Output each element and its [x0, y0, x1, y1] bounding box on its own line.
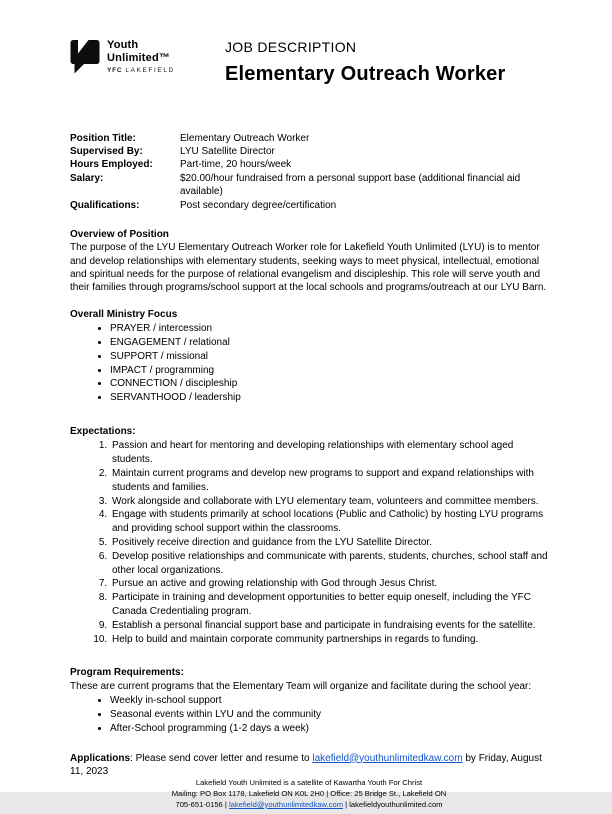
expectations-section — [70, 425, 548, 646]
list-item: 2. Maintain current programs and develop new programs to support and expand relationships with students and families. — [110, 467, 548, 495]
detail-row-supervised-by — [70, 145, 548, 158]
program-requirements-section — [70, 666, 548, 735]
document-footer — [70, 778, 548, 814]
detail-label: Supervised By: — [70, 145, 143, 157]
doc-type-label: JOB DESCRIPTION — [225, 39, 357, 55]
detail-value: Part-time, 20 hours/week — [180, 159, 292, 171]
page-title: Elementary Outreach Worker — [225, 62, 506, 85]
ministry-focus-list — [70, 322, 548, 405]
sub-brand-yfc: YFC — [107, 67, 123, 75]
list-item: 4. Engage with students primarily at school locations (Public and Catholic) by hosting LYU programs and providing school support within the classrooms. — [110, 508, 548, 536]
sub-brand-location: LAKEFIELD — [125, 67, 175, 75]
overview-heading: Overview of Position — [70, 228, 169, 240]
list-item: 3. Work alongside and collaborate with LYU elementary team, volunteers and committee members. — [110, 495, 548, 509]
list-item: • Weekly in-school support — [110, 694, 548, 708]
list-item: • IMPACT / programming — [110, 364, 548, 378]
ministry-focus-section — [70, 308, 548, 405]
position-details — [70, 132, 548, 212]
detail-label: Hours Employed: — [70, 159, 153, 171]
detail-label: Qualifications: — [70, 199, 140, 211]
list-item: 7. Pursue an active and growing relationship with God through Jesus Christ. — [110, 577, 548, 591]
list-item: 8. Participate in training and development opportunities to better equip oneself, including the YFC Canada Credentialing program. — [110, 591, 548, 619]
brand-name-line2: Unlimited™ — [107, 51, 171, 64]
applications-text-after: by Friday, August 11, 2023 — [70, 752, 542, 777]
footer-website: | lakefieldyouthunlimited.com — [343, 799, 443, 809]
sub-brand — [107, 67, 175, 76]
overview-section — [70, 228, 548, 295]
expectations-heading: Expectations: — [70, 426, 136, 438]
list-item: 1. Passion and heart for mentoring and developing relationships with elementary school aged students. — [110, 439, 548, 467]
brand-name-line1: Youth — [107, 39, 139, 51]
speech-bubble-logo-icon — [70, 39, 100, 79]
list-item: • ENGAGEMENT / relational — [110, 336, 548, 350]
detail-row-hours-employed — [70, 158, 548, 171]
document-header — [70, 35, 548, 88]
youth-unlimited-logo — [70, 35, 215, 79]
ministry-focus-heading: Overall Ministry Focus — [70, 308, 178, 320]
detail-row-position-title — [70, 132, 548, 145]
detail-value: $20.00/hour fundraised from a personal support base (additional financial aid available) — [180, 172, 521, 198]
logo-wordmark — [107, 39, 175, 79]
applications-line — [70, 752, 548, 779]
detail-value: Elementary Outreach Worker — [180, 132, 310, 144]
footer-line-satellite: Lakefield Youth Unlimited is a satellite of Kawartha Youth For Christ — [195, 778, 423, 788]
footer-phone: 705-651-0156 | — [175, 799, 229, 809]
detail-row-qualifications — [70, 199, 548, 212]
applications-label: Applications — [70, 752, 131, 764]
program-requirements-intro: These are current programs that the Elementary Team will organize and facilitate during the school year: — [70, 680, 532, 692]
footer-line-address: Mailing: PO Box 1178, Lakefield ON K0L 2H0 | Office: 25 Bridge St., Lakefield ON — [171, 788, 447, 798]
footer-line-contact — [70, 800, 548, 811]
detail-row-salary — [70, 172, 548, 199]
detail-label: Salary: — [70, 172, 104, 184]
list-item: 6. Develop positive relationships and communicate with parents, students, churches, school staff and other local organizations. — [110, 550, 548, 578]
list-item: • PRAYER / intercession — [110, 322, 548, 336]
detail-value: LYU Satellite Director — [180, 145, 275, 157]
list-item: 5. Positively receive direction and guidance from the LYU Satellite Director. — [110, 536, 548, 550]
footer-email-link[interactable]: lakefield@youthunlimitedkaw.com — [228, 799, 344, 809]
list-item: • Seasonal events within LYU and the community — [110, 708, 548, 722]
overview-body: The purpose of the LYU Elementary Outreach Worker role for Lakefield Youth Unlimited (LYU) is to mentor and develop relationships with elementary students, seeking ways to meet physical, intellectual, emotional and spiritual needs for the purpose of relational evangelism and discipleship. This role will serve youth and their families through programs/school support at the local schools and programs/outreach at our LYU Barn. — [70, 242, 547, 294]
application-email-link[interactable]: lakefield@youthunlimitedkaw.com — [312, 752, 463, 764]
program-requirements-heading: Program Requirements: — [70, 667, 184, 679]
list-item: • CONNECTION / discipleship — [110, 377, 548, 391]
program-requirements-list — [70, 694, 548, 735]
list-item: 9. Establish a personal financial support base and participate in fundraising events for the satellite. — [110, 619, 548, 633]
list-item: • After-School programming (1-2 days a week) — [110, 722, 548, 736]
list-item: • SUPPORT / missional — [110, 350, 548, 364]
list-item: • SERVANTHOOD / leadership — [110, 391, 548, 405]
title-block — [215, 35, 506, 88]
list-item: 10. Help to build and maintain corporate community partnerships in regards to funding. — [110, 633, 548, 647]
applications-text-before: : Please send cover letter and resume to — [130, 752, 313, 764]
detail-value: Post secondary degree/certification — [180, 199, 337, 211]
expectations-list — [70, 439, 548, 646]
detail-label: Position Title: — [70, 132, 136, 144]
